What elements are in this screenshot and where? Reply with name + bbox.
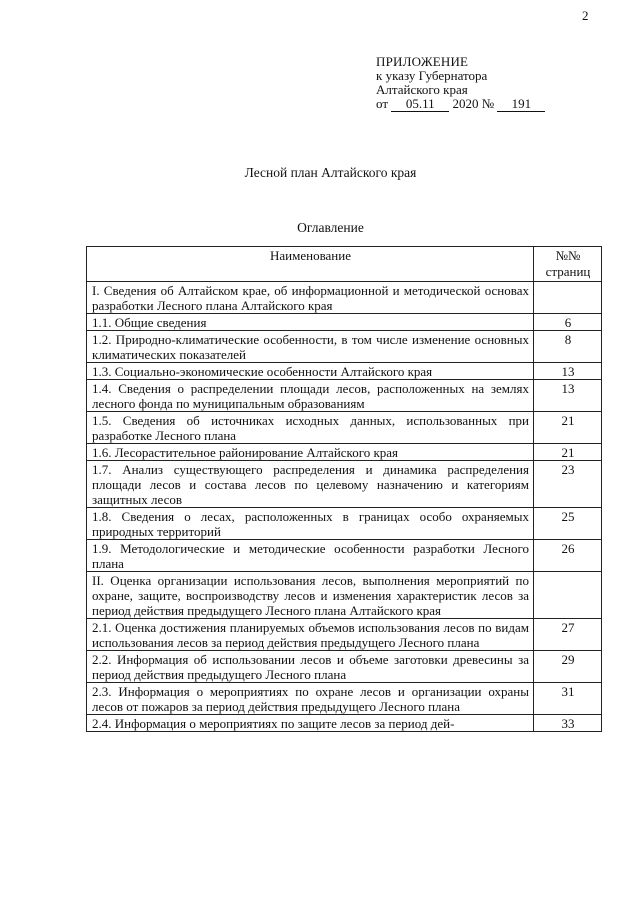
toc-row-name: 2.2. Информация об использовании лесов и объеме заготовки древесины за период действия предыдущего Лесного плана (87, 651, 534, 683)
page-number: 2 (582, 8, 589, 23)
toc-row (87, 444, 602, 461)
toc-row (87, 683, 602, 715)
toc-row-pages: 27 (534, 619, 602, 651)
toc-row-pages: 8 (534, 331, 602, 363)
toc-row-pages: 13 (534, 380, 602, 412)
decree-year: 2020 (452, 96, 479, 111)
toc-row (87, 651, 602, 683)
toc-row-pages: 29 (534, 651, 602, 683)
toc-row (87, 412, 602, 444)
header-pages-line1: №№ (555, 248, 581, 263)
appendix-date-line (376, 97, 545, 112)
toc-row (87, 461, 602, 508)
number-label: № (481, 96, 495, 111)
toc-row-pages: 26 (534, 540, 602, 572)
appendix-line-region: Алтайского края (376, 82, 468, 97)
document-title: Лесной план Алтайского края (244, 165, 417, 180)
toc-row-name: 1.4. Сведения о распределении площади лесов, расположенных на землях лесного фонда по муниципальным образованиям (87, 380, 534, 412)
toc-row (87, 715, 602, 732)
toc-row-section-1 (87, 282, 602, 314)
toc-row-pages: 6 (534, 314, 602, 331)
toc-header-row (87, 247, 602, 282)
toc-row-name: 2.4. Информация о мероприятиях по защите лесов за период дей- (87, 715, 534, 732)
toc-row-pages (534, 572, 602, 619)
toc-row-name: 1.3. Социально-экономические особенности Алтайского края (87, 363, 534, 380)
toc-row (87, 380, 602, 412)
toc-row-name: 1.5. Сведения об источниках исходных данных, использованных при разработке Лесного плана (87, 412, 534, 444)
toc-row (87, 331, 602, 363)
from-label: от (376, 96, 389, 111)
toc-row-name: 1.8. Сведения о лесах, расположенных в границах особо охраняемых природных территорий (87, 508, 534, 540)
toc-row-pages: 21 (534, 444, 602, 461)
header-pages-line2: страниц (545, 264, 591, 279)
header-pages (534, 247, 602, 282)
toc-row-name: I. Сведения об Алтайском крае, об информационной и методической основах разработки Лесного плана Алтайского края (87, 282, 534, 314)
toc-row-name: 1.6. Лесорастительное районирование Алтайского края (87, 444, 534, 461)
toc-row-pages: 25 (534, 508, 602, 540)
toc-row (87, 363, 602, 380)
toc-row-pages: 23 (534, 461, 602, 508)
toc-row-name: II. Оценка организации использования лесов, выполнения мероприятий по охране, защите, воспроизводству лесов и изменения характеристик лесов за период действия предыдущего Лесного плана Алтайского края (87, 572, 534, 619)
toc-row (87, 540, 602, 572)
toc-title: Оглавление (297, 220, 364, 235)
appendix-line-decree: к указу Губернатора (376, 68, 488, 83)
toc-row-pages: 31 (534, 683, 602, 715)
toc-row-name: 1.7. Анализ существующего распределения и динамика распределения площади лесов и состава лесов по целевому назначению и категориям защитных лесов (87, 461, 534, 508)
toc-row-pages: 13 (534, 363, 602, 380)
toc-row (87, 619, 602, 651)
toc-row-name: 1.1. Общие сведения (87, 314, 534, 331)
toc-row-pages: 33 (534, 715, 602, 732)
appendix-block (376, 55, 545, 112)
toc-row-name: 1.2. Природно-климатические особенности, в том числе изменение основных климатических показателей (87, 331, 534, 363)
toc-row-name: 2.3. Информация о мероприятиях по охране лесов и организации охраны лесов от пожаров за период действия предыдущего Лесного плана (87, 683, 534, 715)
toc-row-section-2 (87, 572, 602, 619)
toc-row-name: 1.9. Методологические и методические особенности разработки Лесного плана (87, 540, 534, 572)
toc-row (87, 508, 602, 540)
decree-date: 05.11 (391, 97, 449, 112)
toc-row-pages: 21 (534, 412, 602, 444)
header-name: Наименование (87, 247, 534, 282)
toc-row (87, 314, 602, 331)
toc-row-pages (534, 282, 602, 314)
appendix-title: ПРИЛОЖЕНИЕ (376, 54, 469, 69)
decree-number: 191 (497, 97, 545, 112)
toc-row-name: 2.1. Оценка достижения планируемых объемов использования лесов по видам использования лесов за период действия предыдущего Лесного плана (87, 619, 534, 651)
toc-table (86, 246, 602, 732)
